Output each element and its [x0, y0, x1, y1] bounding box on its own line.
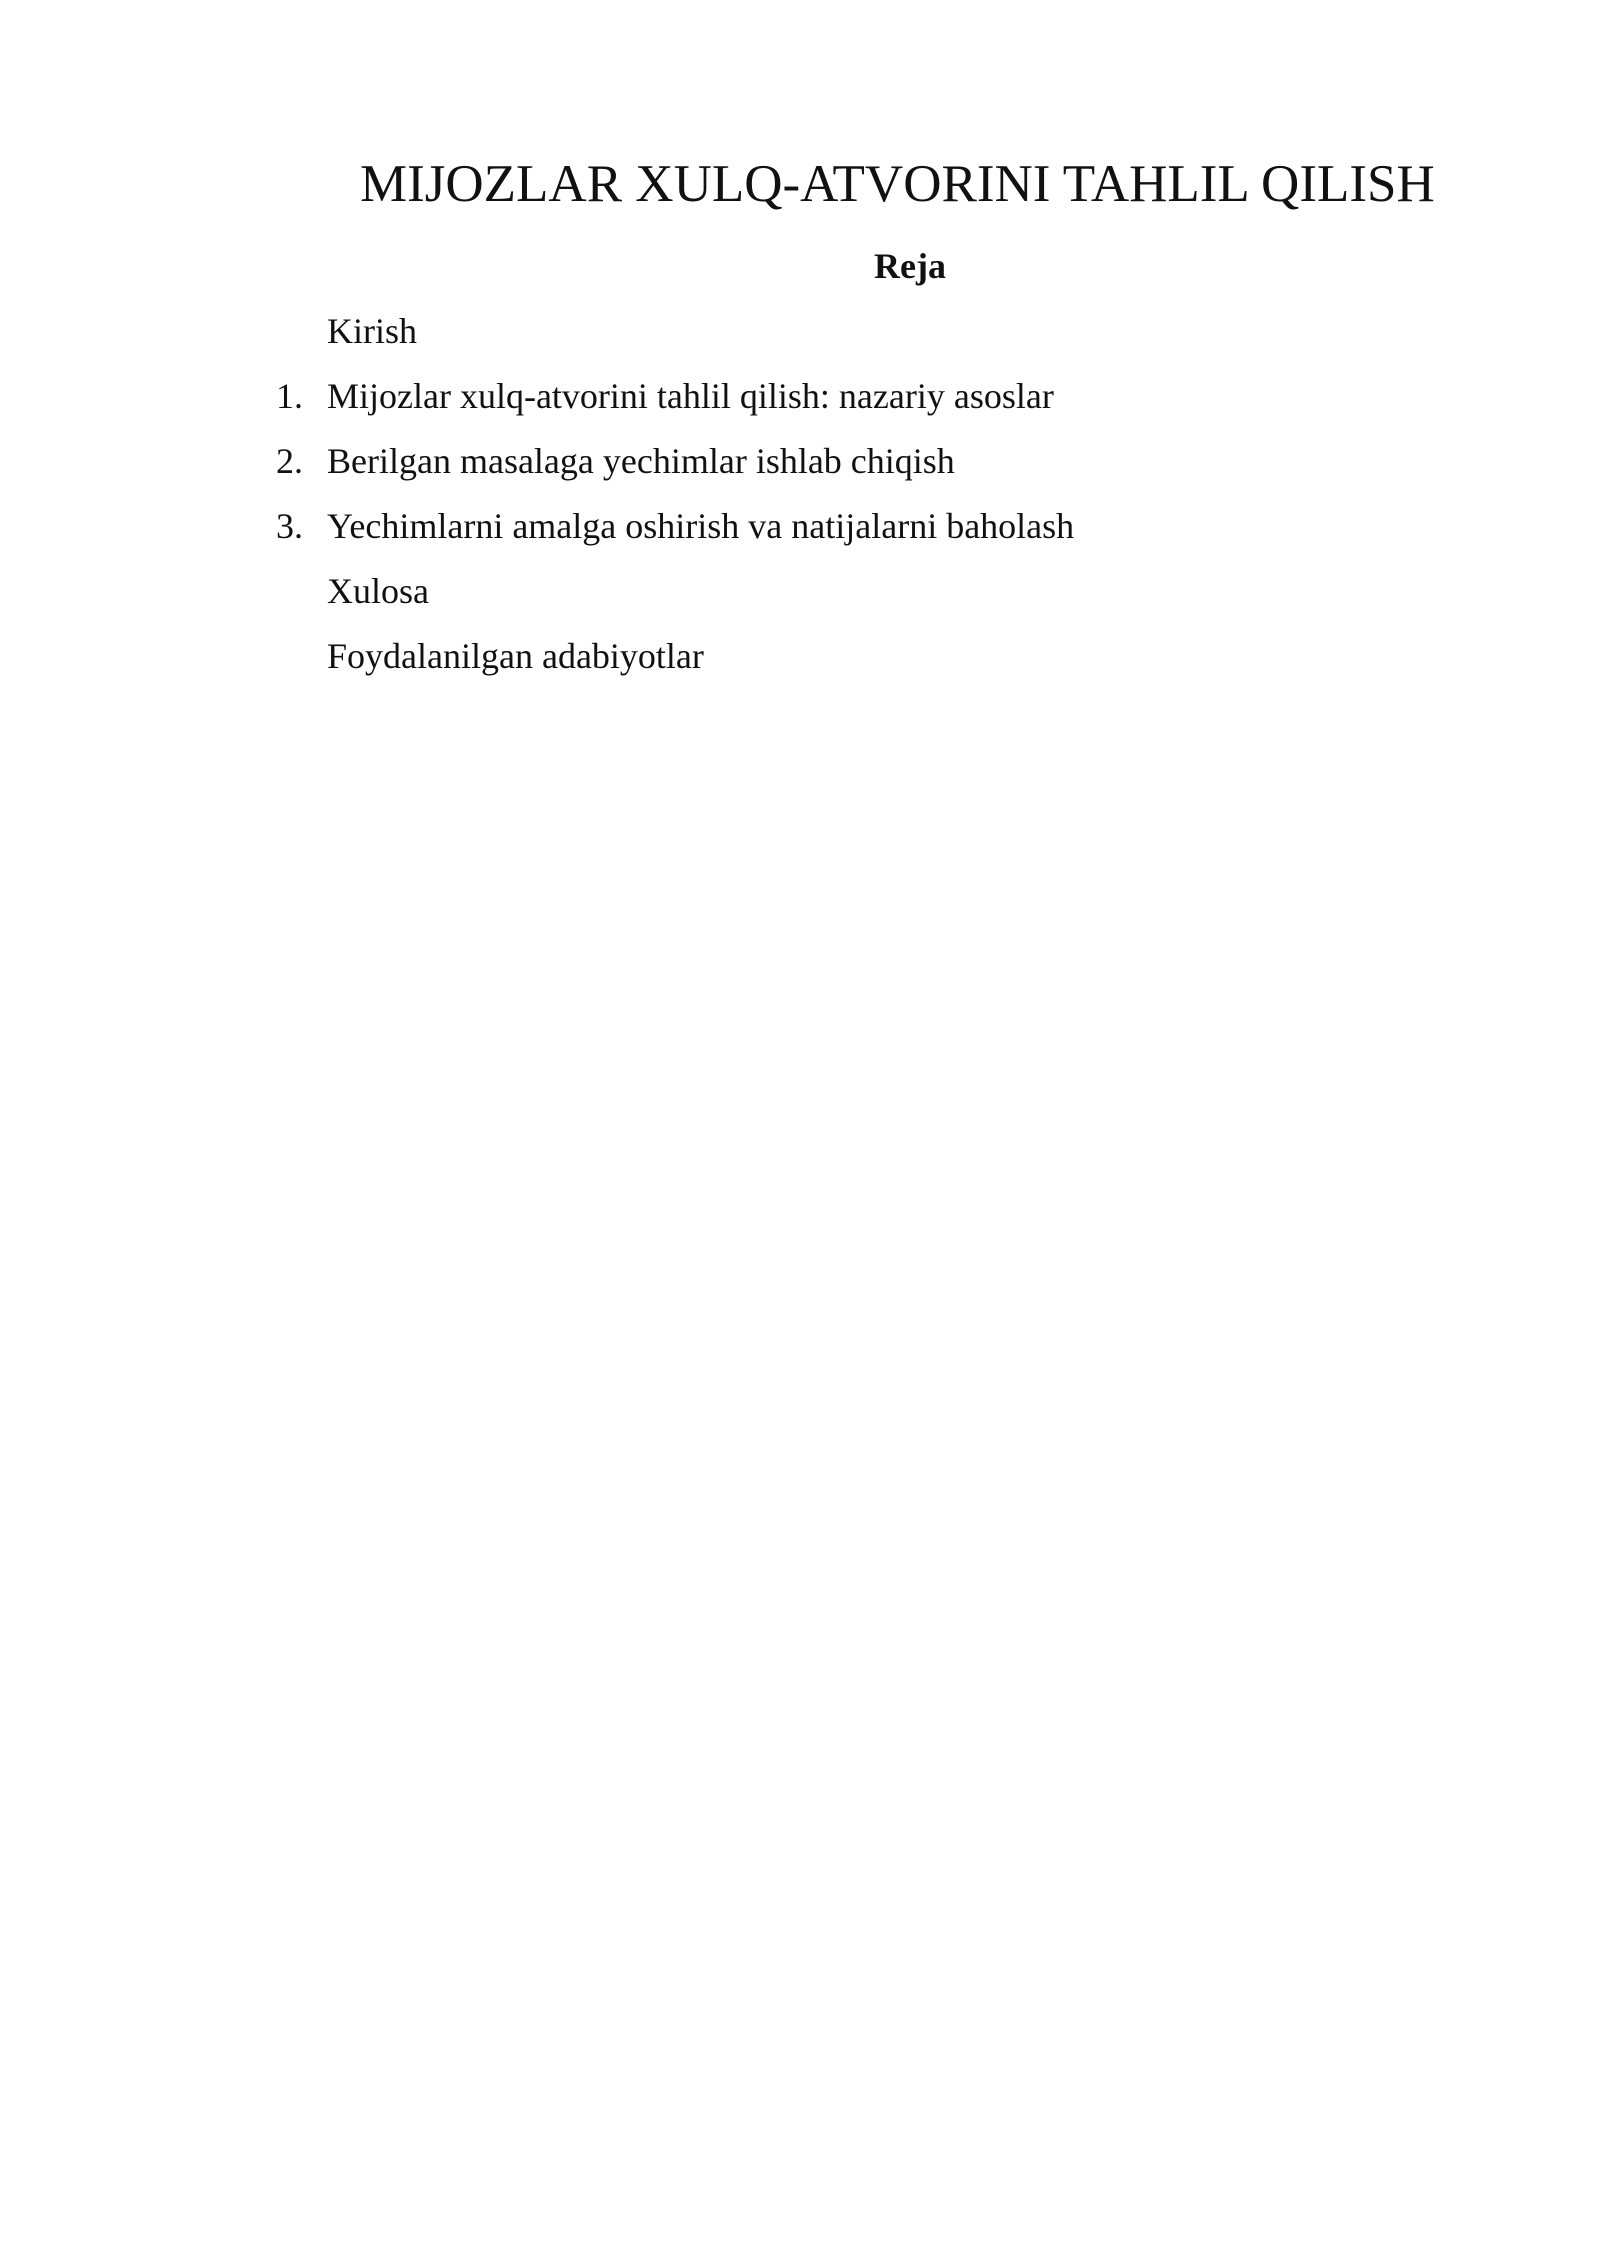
plan-item-number: 3.: [276, 506, 303, 546]
document-title: MIJOZLAR XULQ-ATVORINI TAHLIL QILISH: [360, 155, 1435, 213]
plan-item-text: Kirish: [327, 311, 417, 351]
plan-item-number: 1.: [276, 376, 303, 416]
plan-item-text: Foydalanilgan adabiyotlar: [327, 636, 704, 676]
plan-item-number: 2.: [276, 441, 303, 481]
plan-heading: Reja: [874, 246, 946, 286]
plan-item-text: Berilgan masalaga yechimlar ishlab chiqish: [327, 441, 955, 481]
plan-item-text: Mijozlar xulq-atvorini tahlil qilish: nazariy asoslar: [327, 376, 1054, 416]
plan-item-text: Xulosa: [327, 571, 429, 611]
plan-item-text: Yechimlarni amalga oshirish va natijalarni baholash: [327, 506, 1075, 546]
